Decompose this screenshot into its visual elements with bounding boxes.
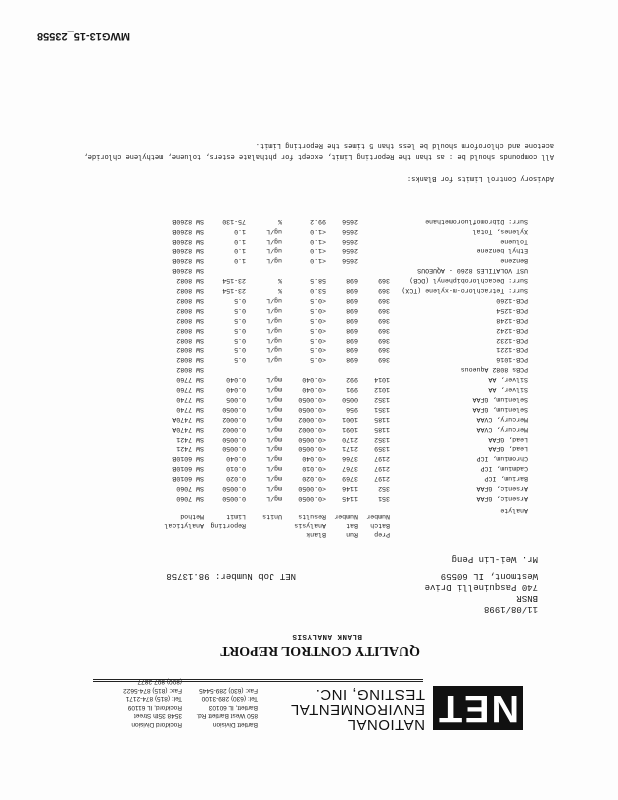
cell-prep-batch: 369 bbox=[378, 306, 390, 314]
cell-blank-result: <0.5 bbox=[310, 316, 326, 324]
cell-method: SW 7421 bbox=[176, 435, 204, 443]
cell-blank-result: <0.040 bbox=[302, 376, 326, 384]
cell-units: ug/L bbox=[266, 237, 282, 245]
cell-analyte: Benzene bbox=[500, 257, 528, 265]
cell-reporting-limit: 1.0 bbox=[234, 247, 246, 255]
job-number: NET Job Number: 98.13758 bbox=[166, 571, 296, 581]
cell-blank-result: <0.0050 bbox=[298, 435, 326, 443]
cell-reporting-limit: 0.020 bbox=[226, 475, 246, 483]
cell-reporting-limit: 0.040 bbox=[226, 386, 246, 394]
cell-analyte: Surr: Decachlorobiphenyl (DCB) bbox=[409, 277, 528, 285]
cell-method: SW 6010B bbox=[172, 465, 204, 473]
document-id: MWG13-15_23558 bbox=[37, 30, 130, 42]
cell-analyte: Surr: Tetrachloro-m-xylene (TCX) bbox=[401, 287, 528, 295]
cell-units: ug/L bbox=[266, 356, 282, 364]
cell-analyte: PCB-1221 bbox=[496, 346, 528, 354]
cell-run-batch: 698 bbox=[346, 297, 358, 304]
cell-method: SW 7740 bbox=[176, 396, 204, 403]
cell-units: mg/L bbox=[266, 435, 282, 443]
cell-analyte: PCB-1232 bbox=[496, 336, 528, 344]
cell-run-batch: 2656 bbox=[342, 237, 358, 245]
cell-units: mg/L bbox=[266, 475, 282, 483]
cell-prep-batch: 1014 bbox=[374, 376, 390, 384]
cell-reporting-limit: 0.005 bbox=[226, 396, 246, 403]
cell-blank-result: <0.010 bbox=[302, 465, 326, 473]
cell-run-batch: 3766 bbox=[342, 455, 358, 463]
cell-analyte: PCB-1254 bbox=[496, 306, 528, 314]
cell-analyte: Arsenic, GFAA bbox=[476, 485, 528, 493]
document-page: NET NATIONAL ENVIRONMENTAL TESTING, INC. Bartlett Division 850 West Bartlett Rd. Bartlett, IL 60103 Tel: (630) 289-3100 Fax: (630) 289-5445 Rockford Division 3548 35th Street Rockford, IL 61109 Tel: (815) 874-2171 Fax: (815) 874-5622 (800) 807-2877 QUALITY CONTROL REPORT BLANK ANALYSIS 11/08/1998 BNSR 740 Pasquinelli Drive Westmont, IL 60559 NET Job Number: 98.13758 Mr. Wei-Lin Peng Analyte Prep Batch Number Run Bat Number Blank Analysis Results Units Reporting Limit Analytical Method Arsenic, GFAA 351 1145 <0.0050 mg/L 0.0050 SW 7060 Arsenic, GFAA 352 1146 <0.0050 mg/L 0.0050 SW 7060 Barium, ICP 2197 3769 <0.020 mg/L 0.020 SW 6010B Cadmium, ICP 2197 3767 <0.010 mg/L 0.010 SW 6010B Chromium, ICP 2197 3766 <0.040 mg/L 0.040 SW 6010B Lead, GFAA 1359 2171 <0.0050 mg/L 0.0050 SW 7421 Lead, GFAA 1352 2170 <0.0050 mg/L 0.0050 SW 7421 Mercury, CVAA 1185 1091 <0.0002 mg/L 0.0002 SW 7470A Mercury, CVAA 1185 1001 <0.0002 mg/L 0.0002 SW 7470A Selenium, GFAA 1351 956 <0.0050 mg/L 0.0050 SW 7740 Selenium, GFAA 1352 0050 <0.0050 mg/L 0.005 SW 7740 Silver, AA 1012 991 <0.040 mg/L 0.040 SW 7760 Silver, AA 1014 992 <0.040 mg/L 0.040 SW 7760 PCBs 8082 Aqueous SW 8082 PCB-1016 369 698 <0.5 ug/L 0.5 SW 8082 PCB-1221 369 698 <0.5 ug/L 0.5 SW 8082 PCB-1232 369 698 <0.5 ug/L 0.5 SW 8082 PCB-1242 369 698 <0.5 ug/L 0.5 SW 8082 PCB-1248 369 698 <0.5 ug/L 0.5 SW 8082 PCB-1254 369 698 <0.5 ug/L 0.5 SW 8082 PCB-1260 369 698 <0.5 ug/L 0.5 SW 8082 Surr: Tetrachloro-m-xylene (TCX) 369 698 53.0 % 23-154 SW 8082 Surr: Decachlorobiphenyl (DCB) 369 698 58.5 % 23-154 SW 8082 UST VOLATILES 8260 - AQUEOUS SW 8260B Benzene 2656 <1.0 ug/L 1.0 SW 8260B Ethyl benzene 2656 <1.0 ug/L 1.0 SW 8260B Toluene 2656 <1.0 ug/L 1.0 SW 8260B Xylenes, Total 2656 <1.0 ug/L 1.0 SW 8260B Surr: Dibromofluoromethane 2656 99.2 % 75-130 SW 8260B Advisory Control Limits for Blanks: All compounds should be : as than the Reporting Limit, except for phthalate esters, toluene, methylene chloride, acetone and chloroform should be less than 5 times the Reporting Limit. MWG13-15_23558 bbox=[0, 0, 618, 800]
cell-units: mg/L bbox=[266, 425, 282, 433]
cell-run-batch: 1001 bbox=[342, 415, 358, 423]
cell-analyte: Barium, ICP bbox=[484, 475, 528, 483]
cell-analyte: Xylenes, Total bbox=[472, 227, 528, 235]
cell-run-batch: 698 bbox=[346, 306, 358, 314]
cell-reporting-limit: 0.5 bbox=[234, 326, 246, 334]
cell-reporting-limit: 0.040 bbox=[226, 455, 246, 463]
cell-prep-batch: 352 bbox=[378, 485, 390, 493]
cell-units: ug/L bbox=[266, 227, 282, 235]
cell-blank-result: <0.0002 bbox=[298, 415, 326, 423]
cell-run-batch: 0050 bbox=[342, 396, 358, 403]
cell-reporting-limit: 23-154 bbox=[222, 277, 246, 285]
cell-reporting-limit: 0.5 bbox=[234, 316, 246, 324]
cell-reporting-limit: 23-154 bbox=[222, 287, 246, 295]
cell-analyte: PCB-1016 bbox=[496, 356, 528, 364]
cell-run-batch: 698 bbox=[346, 277, 358, 285]
cell-units: mg/L bbox=[266, 415, 282, 423]
cell-units: ug/L bbox=[266, 247, 282, 255]
bartlett-office: Bartlett Division 850 West Bartlett Rd. Bartlett, IL 60103 Tel: (630) 289-3100 Fax: (630) 289-5445 bbox=[196, 687, 258, 728]
cell-run-batch: 956 bbox=[346, 405, 358, 413]
cell-method: SW 8082 bbox=[176, 306, 204, 314]
cell-units: % bbox=[278, 277, 282, 285]
cell-run-batch: 698 bbox=[346, 346, 358, 354]
cell-method: SW 8082 bbox=[176, 277, 204, 285]
cell-units: % bbox=[278, 287, 282, 295]
cell-analyte: Ethyl benzene bbox=[476, 247, 528, 255]
cell-reporting-limit: 0.040 bbox=[226, 376, 246, 384]
cell-blank-result: <0.0050 bbox=[298, 396, 326, 403]
cell-analyte: PCB-1260 bbox=[496, 297, 528, 304]
cell-analyte: Lead, GFAA bbox=[488, 435, 528, 443]
cell-units: ug/L bbox=[266, 346, 282, 354]
cell-run-batch: 3767 bbox=[342, 465, 358, 473]
address-line-1: 740 Pasquinelli Drive bbox=[424, 582, 538, 592]
cell-units: ug/L bbox=[266, 316, 282, 324]
cell-method: SW 7760 bbox=[176, 386, 204, 394]
cell-reporting-limit: 0.5 bbox=[234, 306, 246, 314]
cell-analyte: PCB-1248 bbox=[496, 316, 528, 324]
cell-reporting-limit: 0.0050 bbox=[222, 435, 246, 443]
cell-reporting-limit: 0.5 bbox=[234, 346, 246, 354]
cell-reporting-limit: 75-130 bbox=[222, 217, 246, 225]
company-name bbox=[290, 687, 425, 732]
cell-blank-result: <1.0 bbox=[310, 257, 326, 265]
cell-reporting-limit: 0.0002 bbox=[222, 415, 246, 423]
cell-prep-batch: 1352 bbox=[374, 396, 390, 403]
cell-method: SW 8260B bbox=[172, 227, 204, 235]
cell-blank-result: <0.0002 bbox=[298, 425, 326, 433]
cell-analyte: Toluene bbox=[500, 237, 528, 245]
cell-method: SW 8260B bbox=[172, 267, 204, 275]
cell-method: SW 8082 bbox=[176, 287, 204, 295]
cell-blank-result: <0.040 bbox=[302, 455, 326, 463]
cell-method: SW 8260B bbox=[172, 237, 204, 245]
cell-blank-result: <0.5 bbox=[310, 346, 326, 354]
cell-blank-result: <0.5 bbox=[310, 336, 326, 344]
cell-run-batch: 698 bbox=[346, 326, 358, 334]
cell-prep-batch: 2197 bbox=[374, 455, 390, 463]
cell-analyte: PCB-1242 bbox=[496, 326, 528, 334]
cell-prep-batch: 1359 bbox=[374, 445, 390, 453]
cell-run-batch: 698 bbox=[346, 287, 358, 295]
cell-reporting-limit: 1.0 bbox=[234, 237, 246, 245]
attention: Mr. Wei-Lin Peng bbox=[451, 554, 538, 564]
cell-run-batch: 2656 bbox=[342, 247, 358, 255]
cell-units: ug/L bbox=[266, 326, 282, 334]
company-line: NATIONAL bbox=[347, 716, 425, 733]
cell-units: mg/L bbox=[266, 386, 282, 394]
cell-run-batch: 698 bbox=[346, 316, 358, 324]
cell-reporting-limit: 0.0050 bbox=[222, 495, 246, 502]
cell-prep-batch: 2197 bbox=[374, 465, 390, 473]
cell-analyte: Chromium, ICP bbox=[476, 455, 528, 463]
cell-prep-batch: 369 bbox=[378, 336, 390, 344]
cell-analyte: PCBs 8082 Aqueous bbox=[460, 366, 528, 374]
cell-reporting-limit: 0.5 bbox=[234, 297, 246, 304]
cell-method: SW 8082 bbox=[176, 356, 204, 364]
cell-units: ug/L bbox=[266, 257, 282, 265]
cell-method: SW 7060 bbox=[176, 495, 204, 502]
cell-method: SW 8082 bbox=[176, 297, 204, 304]
cell-prep-batch: 369 bbox=[378, 356, 390, 364]
cell-run-batch: 1091 bbox=[342, 425, 358, 433]
cell-units: mg/L bbox=[266, 455, 282, 463]
cell-run-batch: 2171 bbox=[342, 445, 358, 453]
cell-reporting-limit: 0.0050 bbox=[222, 445, 246, 453]
cell-units: mg/L bbox=[266, 445, 282, 453]
cell-method: SW 7470A bbox=[172, 415, 204, 423]
report-title: QUALITY CONTROL REPORT bbox=[220, 643, 420, 658]
cell-blank-result: <0.5 bbox=[310, 326, 326, 334]
cell-reporting-limit: 0.010 bbox=[226, 465, 246, 473]
cell-blank-result: <1.0 bbox=[310, 237, 326, 245]
advisory-line: All compounds should be : as than the Reporting Limit, except for phthalate esters, toluene, methylene chloride, bbox=[83, 152, 554, 160]
cell-prep-batch: 1185 bbox=[374, 415, 390, 423]
cell-analyte: Arsenic, GFAA bbox=[476, 495, 528, 502]
cell-method: SW 8082 bbox=[176, 366, 204, 374]
cell-run-batch: 991 bbox=[346, 386, 358, 394]
cell-blank-result: <0.0050 bbox=[298, 405, 326, 413]
cell-prep-batch: 1351 bbox=[374, 405, 390, 413]
cell-method: SW 6010B bbox=[172, 455, 204, 463]
cell-run-batch: 1145 bbox=[342, 495, 358, 502]
cell-prep-batch: 369 bbox=[378, 277, 390, 285]
cell-analyte: Lead, GFAA bbox=[488, 445, 528, 453]
cell-blank-result: <0.5 bbox=[310, 306, 326, 314]
cell-units: mg/L bbox=[266, 405, 282, 413]
company-line: ENVIRONMENTAL bbox=[290, 701, 425, 718]
cell-method: SW 7740 bbox=[176, 405, 204, 413]
cell-method: SW 7060 bbox=[176, 485, 204, 493]
cell-blank-result: <0.020 bbox=[302, 475, 326, 483]
cell-units: mg/L bbox=[266, 495, 282, 502]
cell-blank-result: <0.0050 bbox=[298, 485, 326, 493]
cell-blank-result: <0.5 bbox=[310, 297, 326, 304]
cell-analyte: Selenium, GFAA bbox=[472, 405, 528, 413]
cell-run-batch: 698 bbox=[346, 336, 358, 344]
report-subtitle: BLANK ANALYSIS bbox=[291, 632, 362, 640]
net-logo: NET bbox=[433, 686, 523, 730]
cell-analyte: Selenium, GFAA bbox=[472, 396, 528, 403]
cell-prep-batch: 1012 bbox=[374, 386, 390, 394]
cell-analyte: Silver, AA bbox=[488, 386, 528, 394]
cell-method: SW 8082 bbox=[176, 316, 204, 324]
report-date: 11/08/1998 bbox=[483, 604, 538, 614]
cell-run-batch: 2656 bbox=[342, 227, 358, 235]
cell-run-batch: 698 bbox=[346, 356, 358, 364]
cell-run-batch: 2170 bbox=[342, 435, 358, 443]
cell-blank-result: <0.040 bbox=[302, 386, 326, 394]
cell-prep-batch: 369 bbox=[378, 326, 390, 334]
cell-blank-result: <1.0 bbox=[310, 247, 326, 255]
advisory-heading: Advisory Control Limits for Blanks: bbox=[406, 174, 554, 182]
cell-prep-batch: 369 bbox=[378, 287, 390, 295]
cell-method: SW 8082 bbox=[176, 326, 204, 334]
cell-prep-batch: 351 bbox=[378, 495, 390, 502]
advisory-notes bbox=[84, 141, 554, 182]
cell-run-batch: 1146 bbox=[342, 485, 358, 493]
cell-method: SW 6010B bbox=[172, 475, 204, 483]
cell-prep-batch: 369 bbox=[378, 346, 390, 354]
cell-blank-result: <0.5 bbox=[310, 356, 326, 364]
cell-reporting-limit: 0.0002 bbox=[222, 425, 246, 433]
cell-units: mg/L bbox=[266, 485, 282, 493]
cell-method: SW 7470A bbox=[172, 425, 204, 433]
cell-analyte: Cadmium, ICP bbox=[480, 465, 528, 473]
cell-method: SW 8260B bbox=[172, 247, 204, 255]
header-units: Units bbox=[262, 513, 282, 520]
cell-reporting-limit: 0.5 bbox=[234, 356, 246, 364]
cell-analyte: Mercury, CVAA bbox=[476, 415, 528, 423]
client-name: BNSR bbox=[516, 593, 538, 603]
cell-analyte: Silver, AA bbox=[488, 376, 528, 384]
address-line-2: Westmont, IL 60559 bbox=[440, 571, 538, 581]
cell-units: ug/L bbox=[266, 336, 282, 344]
cell-units: mg/L bbox=[266, 396, 282, 403]
cell-run-batch: 3769 bbox=[342, 475, 358, 483]
cell-prep-batch: 1352 bbox=[374, 435, 390, 443]
cell-reporting-limit: 0.0050 bbox=[222, 485, 246, 493]
cell-analyte: Mercury, CVAA bbox=[476, 425, 528, 433]
cell-analyte: Surr: Dibromofluoromethane bbox=[425, 217, 528, 225]
cell-blank-result: 53.0 bbox=[310, 287, 326, 295]
cell-method: SW 8260B bbox=[172, 217, 204, 225]
cell-blank-result: <0.0050 bbox=[298, 445, 326, 453]
cell-reporting-limit: 1.0 bbox=[234, 227, 246, 235]
cell-reporting-limit: 0.5 bbox=[234, 336, 246, 344]
company-line: TESTING, INC. bbox=[315, 686, 425, 703]
cell-blank-result: 99.2 bbox=[310, 217, 326, 225]
cell-run-batch: 2656 bbox=[342, 257, 358, 265]
header-analyte: Analyte bbox=[500, 507, 528, 514]
cell-method: SW 8082 bbox=[176, 346, 204, 354]
cell-method: SW 7421 bbox=[176, 445, 204, 453]
cell-method: SW 8082 bbox=[176, 336, 204, 344]
cell-prep-batch: 369 bbox=[378, 297, 390, 304]
cell-run-batch: 992 bbox=[346, 376, 358, 384]
cell-units: ug/L bbox=[266, 306, 282, 314]
cell-reporting-limit: 0.0050 bbox=[222, 405, 246, 413]
cell-run-batch: 2656 bbox=[342, 217, 358, 225]
cell-method: SW 8260B bbox=[172, 257, 204, 265]
cell-prep-batch: 369 bbox=[378, 316, 390, 324]
cell-blank-result: <1.0 bbox=[310, 227, 326, 235]
cell-units: mg/L bbox=[266, 465, 282, 473]
cell-prep-batch: 2197 bbox=[374, 475, 390, 483]
cell-units: mg/L bbox=[266, 376, 282, 384]
cell-method: SW 7760 bbox=[176, 376, 204, 384]
cell-units: % bbox=[278, 217, 282, 225]
cell-analyte: UST VOLATILES 8260 - AQUEOUS bbox=[417, 267, 528, 275]
cell-blank-result: <0.0050 bbox=[298, 495, 326, 502]
rockford-office: Rockford Division 3548 35th Street Rockford, IL 61109 Tel: (815) 874-2171 Fax: (815) 874-5622 (800) 807-2877 bbox=[123, 678, 182, 728]
cell-prep-batch: 1185 bbox=[374, 425, 390, 433]
advisory-line: acetone and chloroform should be less than 5 times the Reporting Limit. bbox=[255, 141, 554, 149]
cell-blank-result: 58.5 bbox=[310, 277, 326, 285]
cell-units: ug/L bbox=[266, 297, 282, 304]
cell-reporting-limit: 1.0 bbox=[234, 257, 246, 265]
